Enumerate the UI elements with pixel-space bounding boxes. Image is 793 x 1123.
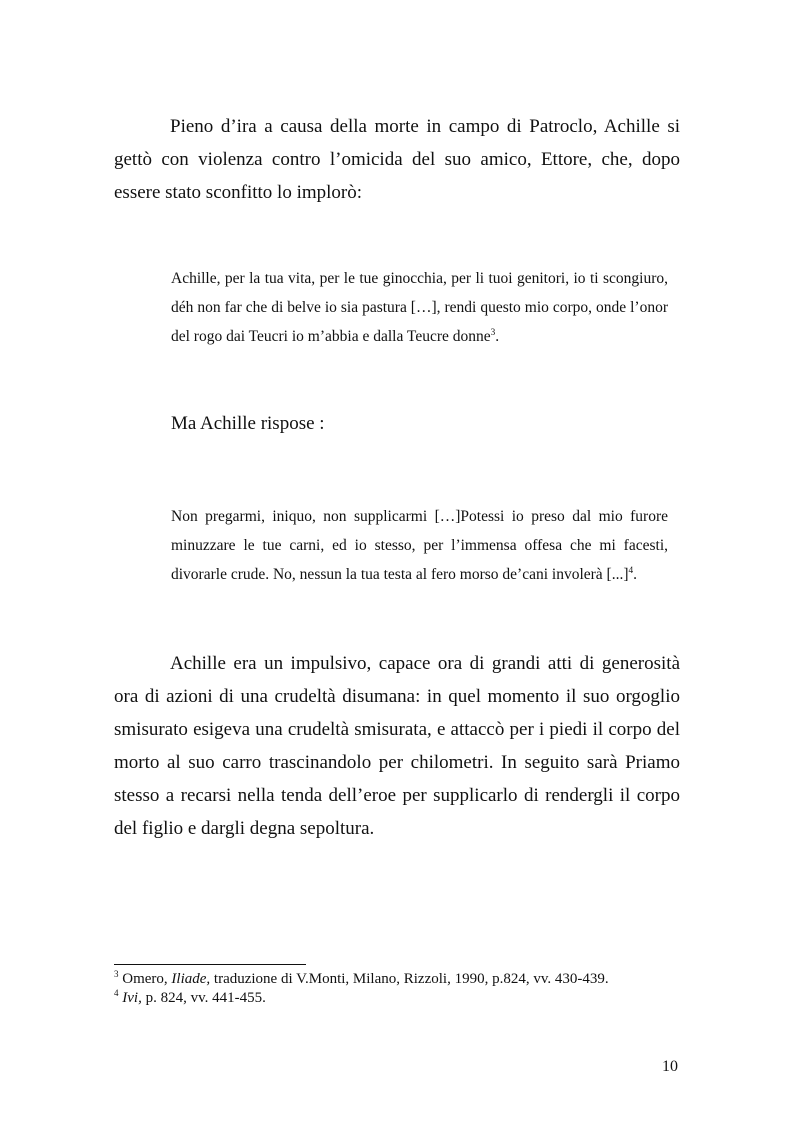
body-paragraph-1: Pieno d’ira a causa della morte in campo di Patroclo, Achille si gettò con violenza contro l’omicida del suo amico, Ettore, che, dopo essere stato sconfitto lo implorò: xyxy=(114,116,680,203)
quote-2-end: . xyxy=(633,566,638,583)
footnote-4 xyxy=(114,989,714,1008)
body-paragraph-2: Achille era un impulsivo, capace ora di grandi atti di generosità ora di azioni di una crudeltà disumana: in quel momento il suo orgoglio smisurato esigeva una crudeltà smisurata, e attaccò per i piedi il corpo del morto al suo carro trascinandolo per chilometri. In seguito sarà Priamo stesso a recarsi nella tenda dell’eroe per supplicarlo di rendergli il corpo del figlio e dargli degna sepoltura. xyxy=(114,653,680,839)
footnotes xyxy=(114,970,714,1008)
footnote-3 xyxy=(114,970,714,989)
footnote-number: 4 xyxy=(114,988,119,998)
footnote-ref-3: 3 xyxy=(490,327,496,338)
footnote-separator xyxy=(114,964,306,965)
block-quote-1 xyxy=(171,264,668,351)
footnote-text: traduzione di V.Monti, Milano, Rizzoli, 1990, p.824, vv. 430-439. xyxy=(210,971,609,987)
quote-1-text: Achille, per la tua vita, per le tue ginocchia, per li tuoi genitori, io ti scongiuro, déh non far che di belve io sia pastura […], rendi questo mio corpo, onde l’onor del rogo dai Teucri io m’abbia e dalla Teucre donne xyxy=(171,270,668,345)
footnote-title: Ivi, xyxy=(122,990,142,1006)
quote-1-end: . xyxy=(495,328,500,345)
footnote-text: p. 824, vv. 441-455. xyxy=(141,990,266,1006)
footnote-text: Omero, xyxy=(118,971,172,987)
footnote-number: 3 xyxy=(114,969,119,979)
quote-intro: Ma Achille rispose : xyxy=(171,413,325,434)
footnote-ref-4: 4 xyxy=(628,565,634,576)
block-quote-2 xyxy=(171,502,668,589)
page-number: 10 xyxy=(662,1058,678,1075)
quote-2-text: Non pregarmi, iniquo, non supplicarmi […]Potessi io preso dal mio furore minuzzare le tue carni, ed io stesso, per l’immensa offesa che mi facesti, divorarle crude. No, nessun la tua testa al fero morso de’cani involerà [...] xyxy=(171,508,668,583)
footnote-title: Iliade, xyxy=(171,971,211,987)
